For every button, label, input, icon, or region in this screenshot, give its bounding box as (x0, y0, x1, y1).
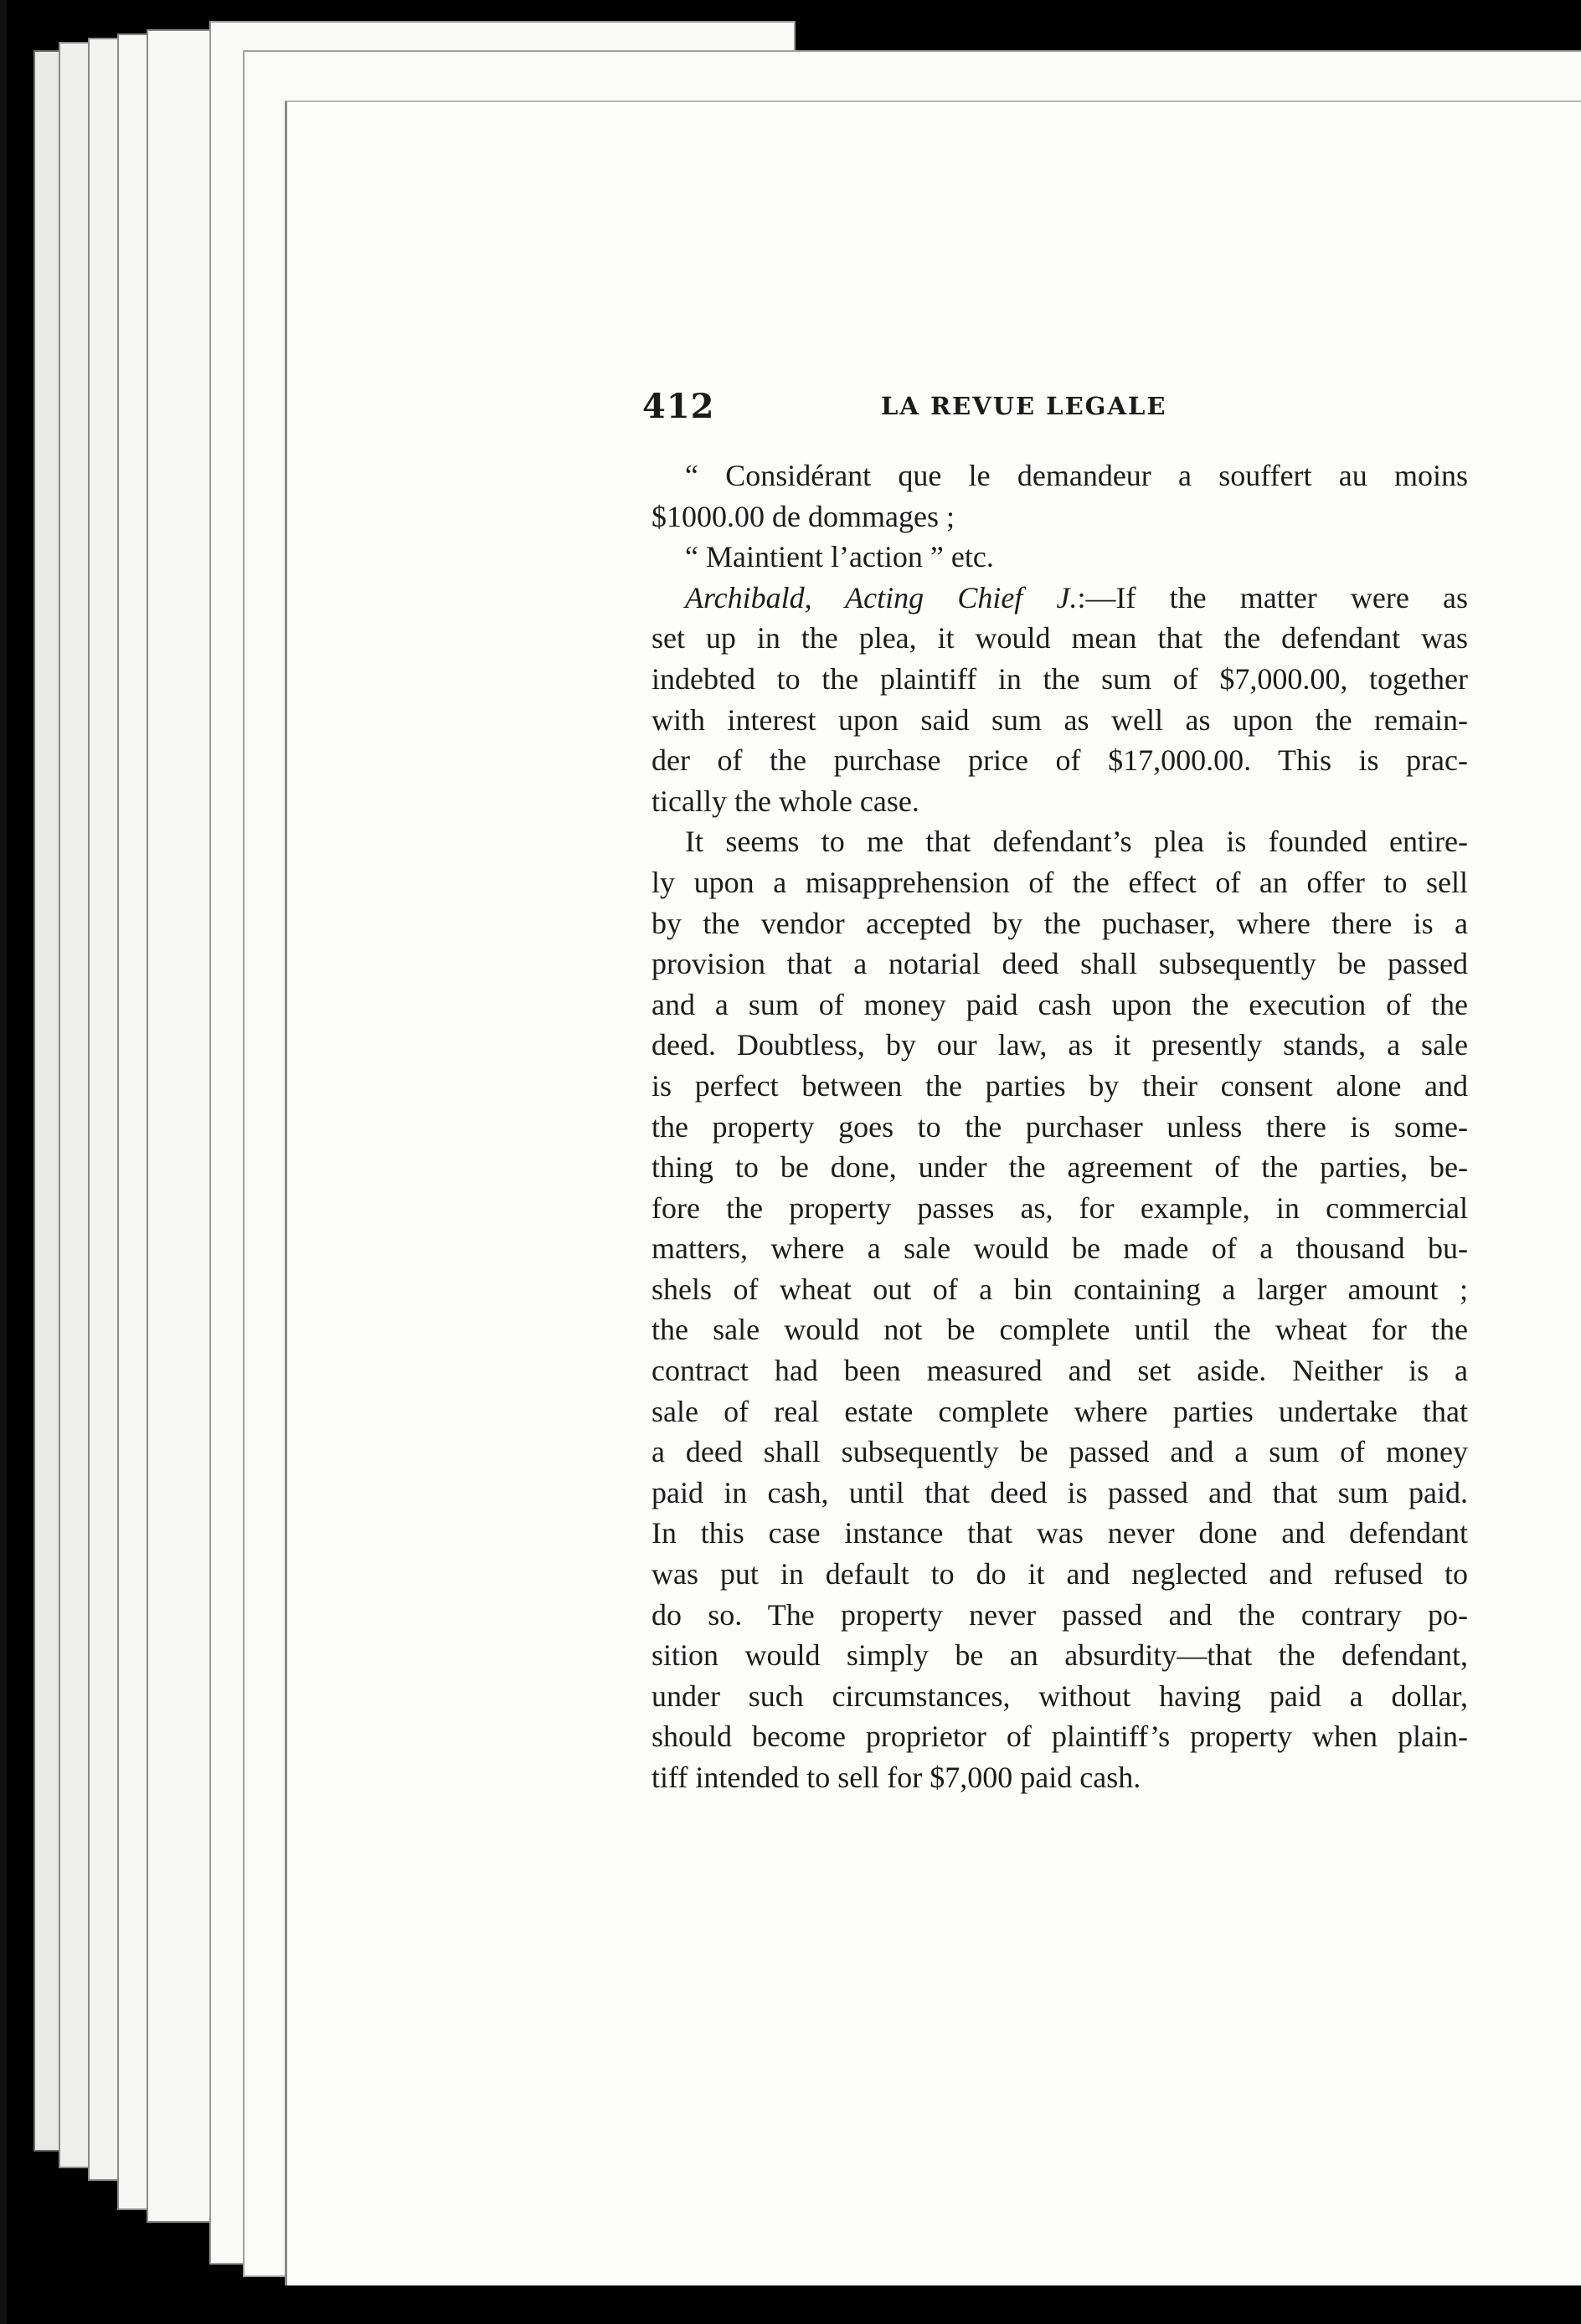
text-line: sition would simply be an absurdity—that the defendant, (651, 1638, 1468, 1673)
text-line: under such circumstances, without having paid a dollar, (651, 1679, 1468, 1713)
text-line: paid in cash, until that deed is passed and that sum paid. (651, 1475, 1468, 1509)
text-line: is perfect between the parties by their consent alone and (651, 1068, 1468, 1103)
text-line: sale of real estate complete where parties undertake that (651, 1394, 1468, 1428)
body-text (651, 455, 1468, 1798)
text-line: provision that a notarial deed shall subsequently be passed (651, 947, 1468, 981)
text-line: a deed shall subsequently be passed and a sum of money (651, 1435, 1468, 1469)
text-line: contract had been measured and set aside. Neither is a (651, 1354, 1468, 1388)
text-line: tiff intended to sell for $7,000 paid cash. (651, 1761, 1141, 1794)
text-line: thing to be done, under the agreement of the parties, be- (651, 1150, 1468, 1185)
text-line: do so. The property never passed and the contrary po- (651, 1597, 1468, 1632)
text-line: and a sum of money paid cash upon the execution of the (651, 987, 1468, 1021)
page-number: 412 (642, 387, 715, 426)
text-line: by the vendor accepted by the puchaser, where there is a (651, 906, 1468, 940)
text-line: fore the property passes as, for example, in commercial (651, 1190, 1468, 1225)
text-line: the sale would not be complete until the wheat for the (651, 1313, 1468, 1347)
text-line: indebted to the plaintiff in the sum of $7,000.00, together (651, 661, 1468, 696)
text-line: der of the purchase price of $17,000.00. This is prac- (651, 743, 1468, 778)
text-line-continuation: :—If the matter were as (1077, 580, 1468, 614)
text-line: the property goes to the purchaser unless there is some- (651, 1109, 1468, 1144)
text-line: “ Maintient l’action ” etc. (685, 540, 994, 574)
page-header (642, 387, 1471, 437)
text-line: “ Considérant que le demandeur a souffert au moins (685, 459, 1468, 492)
text-line: should become proprietor of plaintiff’s property when plain- (651, 1720, 1468, 1754)
text-line: $1000.00 de dommages ; (651, 499, 955, 533)
text-line (651, 578, 1468, 619)
text-line: matters, where a sale would be made of a thousand bu- (651, 1231, 1468, 1266)
text-line: deed. Doubtless, by our law, as it presently stands, a sale (651, 1028, 1468, 1062)
text-line: ly upon a misapprehension of the effect of an offer to sell (651, 865, 1468, 899)
running-head: LA REVUE LEGALE (881, 392, 1167, 420)
text-line: In this case instance that was never done and defendant (651, 1516, 1468, 1550)
text-line: was put in default to do it and neglected and refused to (651, 1557, 1468, 1591)
text-line: with interest upon said sum as well as upon the remain- (651, 702, 1468, 737)
judge-name: Archibald, Acting Chief J. (685, 580, 1078, 614)
text-line: set up in the plea, it would mean that the defendant was (651, 621, 1468, 656)
text-line: It seems to me that defendant’s plea is founded entire- (685, 825, 1468, 859)
scan-border-left (0, 0, 7, 2324)
text-line: tically the whole case. (651, 784, 919, 818)
text-line: shels of wheat out of a bin containing a larger amount ; (651, 1272, 1468, 1306)
